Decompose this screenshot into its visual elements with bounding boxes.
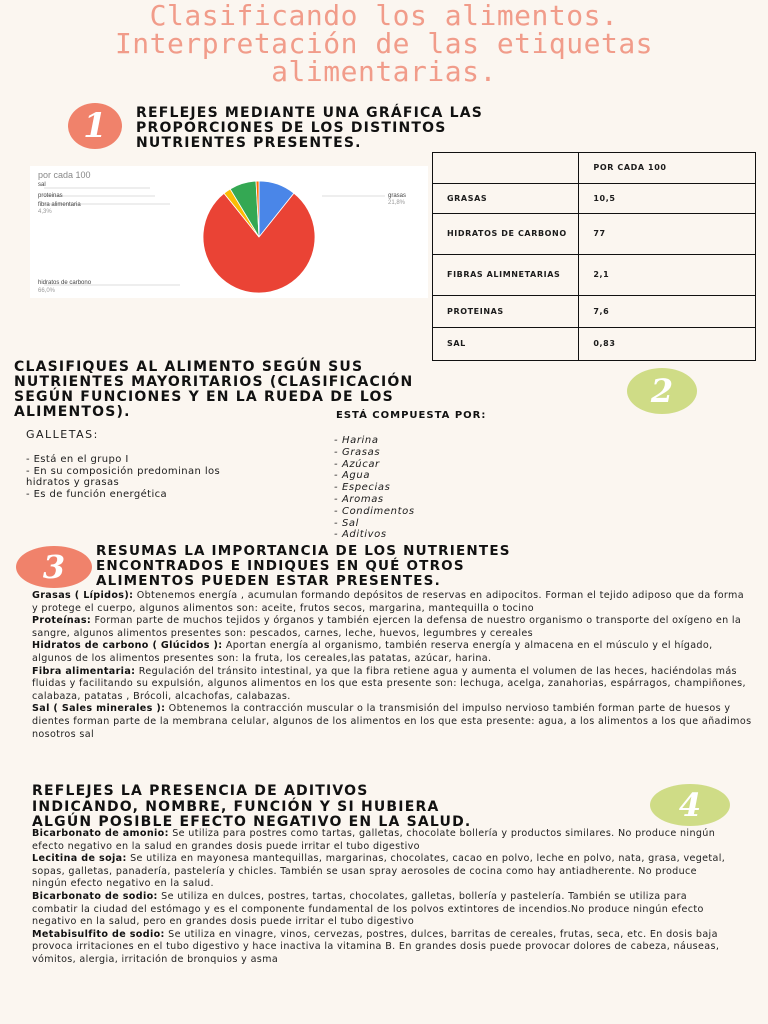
list-item: - Azúcar — [334, 458, 380, 470]
section-4-heading-line: ALGÚN POSIBLE EFECTO NEGATIVO EN LA SALUD. — [32, 814, 472, 830]
additive-text: Se utiliza para postres como tartas, galletas, chocolate bollería y productos similares. No produce ningún efecto negativo en la salud en grandes dosis puede irritar el tubo digestivo — [32, 828, 716, 852]
chart-title: por cada 100 — [38, 170, 91, 180]
nutrient-text: Obtenemos energía , acumulan formando depósitos de reservas en adipocitos. Forman el tejido adiposo que da forma y protege el cuerpo, algunos alimentos son: aceite, frutos secos, margarina, mantequilla o tocino — [32, 590, 744, 614]
title-line-1: Clasificando los alimentos. — [149, 0, 619, 32]
additive-paragraph — [32, 828, 734, 853]
legend-sal: sal — [38, 182, 46, 188]
additive-paragraph — [32, 891, 734, 929]
nutrient-term: Proteínas: — [32, 615, 92, 627]
table-row — [433, 214, 756, 255]
section-4-badge — [650, 784, 730, 826]
list-item: - Está en el grupo I — [26, 454, 129, 465]
additive-term: Bicarbonato de amonio: — [32, 828, 169, 839]
title-line-3: alimentarias. — [271, 55, 497, 88]
section-4-body — [32, 828, 734, 967]
list-item: - Harina — [334, 435, 379, 446]
table-value: 10,5 — [579, 184, 756, 214]
section-2-heading-line: NUTRIENTES MAYORITARIOS (CLASIFICACIÓN — [14, 374, 414, 390]
nutrient-text: Aportan energía al organismo, también reserva energía y almacena en el músculo y el hígado, algunos de los alimentos presentes son: la fruta, los cereales,las patatas, azúcar, harina. — [32, 640, 713, 664]
list-item: - Aromas — [334, 493, 384, 505]
nutrition-table — [432, 152, 756, 361]
section-1-badge — [68, 103, 122, 149]
list-item: - Especias — [334, 482, 391, 494]
food-name: GALLETAS: — [26, 428, 99, 441]
nutrient-text: Forman parte de muchos tejidos y órganos y también ejercen la defensa de nuestro organismo o transporte del oxígeno en la sangre, algunos alimentos presentes son: pescados, carnes, leche, huevos, legumbres y cereales — [32, 615, 742, 639]
nutrient-paragraph — [32, 703, 752, 741]
section-1-number: 1 — [83, 106, 107, 146]
nutrient-paragraph — [32, 615, 752, 640]
nutrient-term: Sal ( Sales minerales ): — [32, 703, 166, 715]
additive-text: Se utiliza en mayonesa mantequillas, margarinas, chocolates, cacao en polvo, leche en polvo, nata, grasa, vegetal, sopas, galletas, panadería, pastelería y chicles. También se usan spray aerosoles de cocina como hay antiadherente. No produce ningún efecto negativo en la salud. — [32, 853, 726, 890]
additive-text: Se utiliza en dulces, postres, tartas, chocolates, galletas, bollería y pastelería. También se utiliza para combatir la ciudad del estómago y es el componente fundamental de los polvos extintores de incendios.No produce ningún efecto negativo en la salud, pero en grandes dosis puede irritar el tubo digestivo — [32, 890, 704, 928]
ingredients-list — [334, 435, 484, 541]
nutrient-term: Hidratos de carbono ( Glúcidos ): — [32, 640, 223, 652]
table-value: 2,1 — [579, 255, 756, 296]
section-3-number: 3 — [42, 548, 66, 586]
section-3-body — [32, 590, 752, 741]
legend-hidratos: hidratos de carbono — [38, 280, 92, 286]
table-row — [433, 296, 756, 328]
nutrient-term: Fibra alimentaria: — [32, 665, 136, 677]
section-2-number: 2 — [650, 372, 674, 410]
section-4-number: 4 — [678, 786, 702, 824]
nutrient-paragraph — [32, 666, 752, 704]
legend-fibra: fibra alimentaria — [38, 202, 81, 208]
section-1-heading — [136, 106, 656, 151]
table-value: 0,83 — [579, 328, 756, 361]
section-1-heading-line: REFLEJES MEDIANTE UNA GRÁFICA LAS — [136, 105, 484, 121]
section-2-heading-line: SEGÚN FUNCIONES Y EN LA RUEDA DE LOS — [14, 389, 394, 405]
section-3-badge — [16, 546, 92, 588]
classification-list — [26, 454, 296, 500]
list-item: - Sal — [334, 517, 360, 529]
list-item: - Condimentos — [334, 505, 415, 517]
additive-text: Se utiliza en vinagre, vinos, cervezas, postres, dulces, barritas de cereales, frutas, seca, etc. En dosis baja provoca irritaciones en el tubo digestivo y hace inactiva la vitamina B. En grandes dosis puede provocar dolores de cabeza, náuseas, vómitos, alergia, irritación de bronquios y asma — [32, 928, 720, 965]
nutrient-paragraph — [32, 590, 752, 615]
pie-chart — [30, 166, 428, 298]
section-3-heading-line: RESUMAS LA IMPORTANCIA DE LOS NUTRIENTES — [96, 543, 511, 559]
nutrient-paragraph — [32, 640, 752, 665]
nutrient-term: Grasas ( Lípidos): — [32, 590, 134, 601]
section-3-heading-line: ALIMENTOS PUEDEN ESTAR PRESENTES. — [96, 573, 441, 589]
legend-hidratos-percent: 66,0% — [38, 288, 56, 294]
list-item: - En su composición predominan los — [26, 465, 221, 477]
list-item: - Agua — [334, 470, 371, 482]
table-row — [433, 255, 756, 296]
nutrient-text: Obtenemos la contracción muscular o la transmisión del impulso nervioso también forman parte de huesos y dientes forman parte de la membrana celular, algunos de los alimentos en los que esta presente: agua, a los alimentos a los que añadimos nosotros sal — [32, 703, 752, 740]
additive-paragraph — [32, 853, 734, 891]
section-3-heading — [96, 544, 756, 589]
table-value: 77 — [579, 214, 756, 255]
page-title — [0, 2, 768, 86]
section-1-heading-line: PROPORCIONES DE LOS DISTINTOS — [136, 120, 447, 136]
additive-term: Metabisulfito de sodio: — [32, 928, 165, 940]
list-item: - Es de función energética — [26, 488, 168, 500]
legend-grasas: grasas — [388, 193, 407, 199]
additive-term: Bicarbonato de sodio: — [32, 890, 158, 902]
section-4-heading — [32, 784, 652, 831]
section-2-heading-line: CLASIFIQUES AL ALIMENTO SEGÚN SUS — [14, 359, 364, 375]
list-item: - Grasas — [334, 446, 381, 458]
table-label: FIBRAS ALIMNETARIAS — [433, 255, 579, 296]
list-item: hidratos y grasas — [26, 477, 120, 489]
section-2-badge — [627, 368, 697, 414]
section-3-heading-line: ENCONTRADOS E INDIQUES EN QUÉ OTROS — [96, 558, 465, 574]
pie-slices — [203, 181, 315, 293]
legend-proteinas: proteinas — [38, 193, 63, 199]
nutrient-text: Regulación del tránsito intestinal, ya que la fibra retiene agua y aumenta el volumen de las heces, haciéndolas más fluidas y facilitando su expulsión, algunos alimentos en los que esta presente son: lechuga, acelga, zanahorias, espárragos, champiñones, calabaza, patatas , Brócoli, alcachofas, calabazas. — [32, 665, 746, 702]
additive-paragraph — [32, 929, 734, 967]
section-4-heading-line: INDICANDO, NOMBRE, FUNCIÓN Y SI HUBIERA — [32, 798, 440, 815]
section-4-heading-line: REFLEJES LA PRESENCIA DE ADITIVOS — [32, 783, 369, 799]
section-1-heading-line: NUTRIENTES PRESENTES. — [136, 135, 362, 151]
table-row — [433, 328, 756, 361]
table-cell — [433, 153, 579, 184]
table-label: HIDRATOS DE CARBONO — [433, 214, 579, 255]
legend-fibra-percent: 4,3% — [38, 209, 52, 215]
table-label: SAL — [433, 328, 579, 361]
table-header-cell: POR CADA 100 — [579, 153, 756, 184]
table-header-row — [433, 153, 756, 184]
table-row — [433, 184, 756, 214]
list-item: - Aditivos — [334, 529, 387, 541]
title-line-2: Interpretación de las etiquetas — [114, 27, 654, 60]
pie-chart-svg — [30, 166, 428, 298]
section-2-heading — [14, 360, 614, 420]
additive-term: Lecitina de soja: — [32, 853, 127, 865]
table-value: 7,6 — [579, 296, 756, 328]
table-label: GRASAS — [433, 184, 579, 214]
section-2-heading-line: ALIMENTOS). — [14, 404, 131, 420]
composition-title: ESTÁ COMPUESTA POR: — [336, 410, 487, 421]
table-label: PROTEINAS — [433, 296, 579, 328]
legend-grasas-percent: 21,8% — [388, 200, 406, 206]
